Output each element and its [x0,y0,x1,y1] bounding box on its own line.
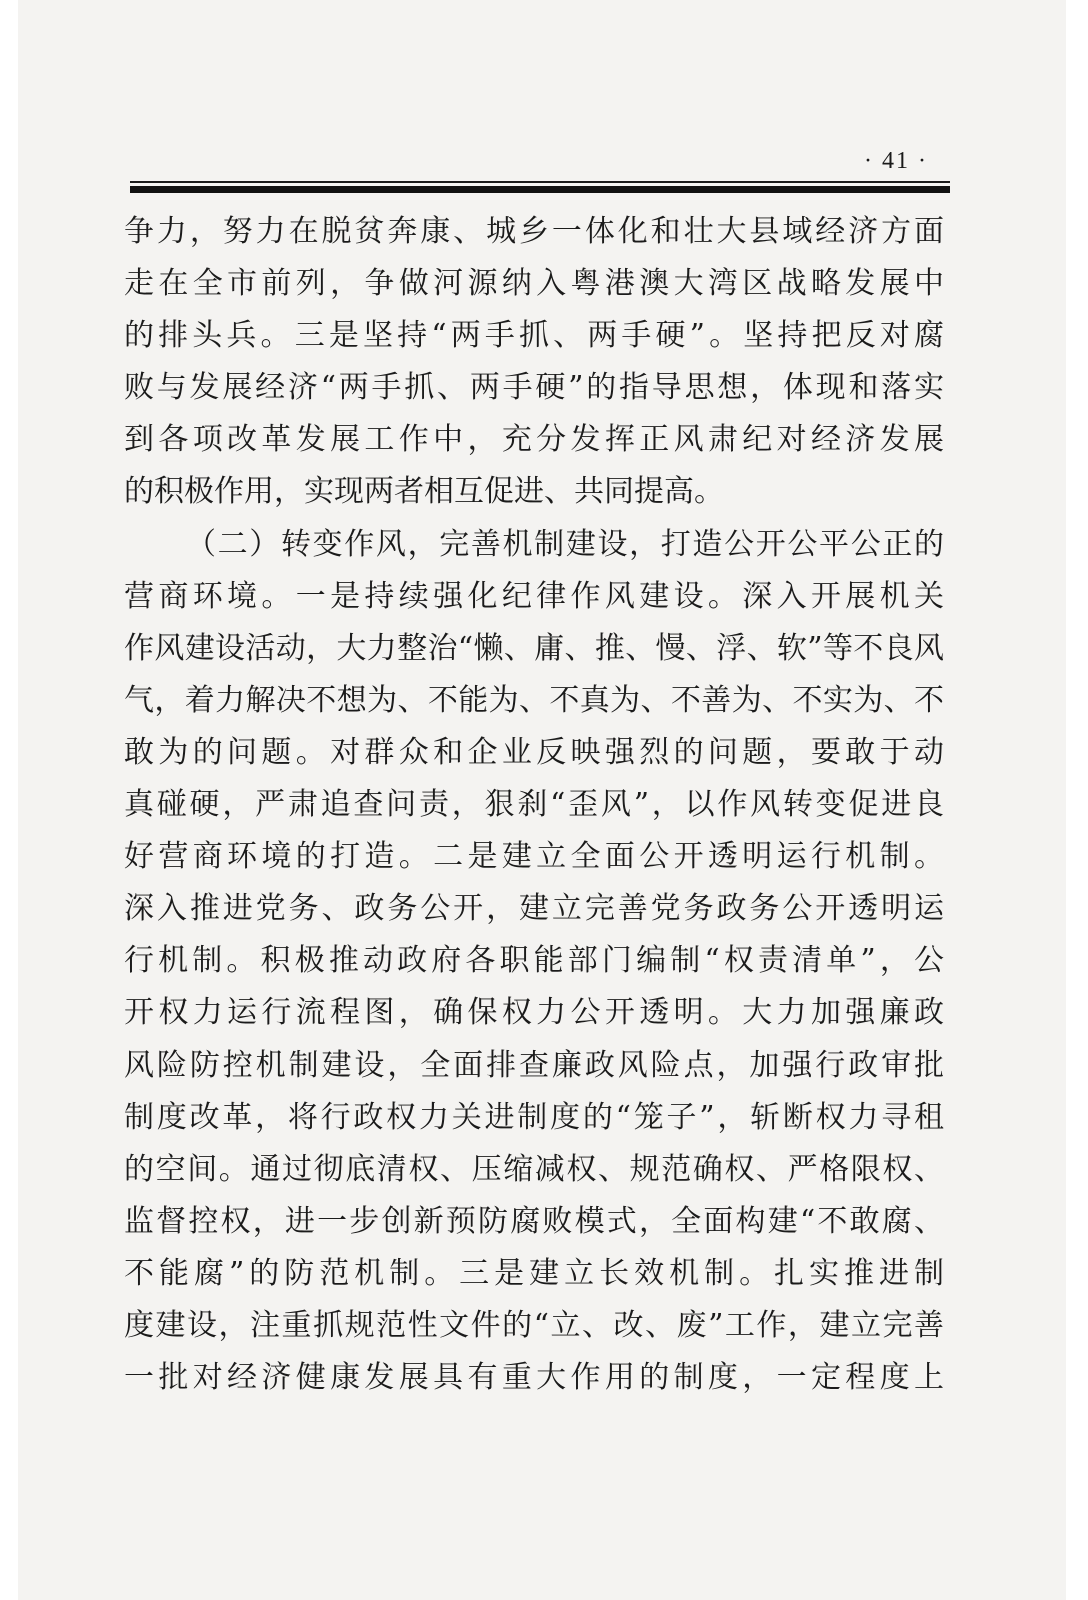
text-line: 风险防控机制建设，全面排查廉政风险点，加强行政审批 [124,1047,944,1083]
text-line: 的排头兵。三是坚持“两手抓、两手硬”。坚持把反对腐 [124,318,944,354]
section-heading-line: （二）转变作风，完善机制建设，打造公开公平公正的 [186,526,944,562]
text-line: 到各项改革发展工作中，充分发挥正风肃纪对经济发展 [124,422,944,458]
text-line: 一批对经济健康发展具有重大作用的制度，一定程度上 [124,1360,944,1396]
text-line: 好营商环境的打造。二是建立全面公开透明运行机制。 [124,839,944,875]
text-line: 气，着力解决不想为、不能为、不真为、不善为、不实为、不 [124,682,944,718]
page-header [130,148,950,198]
header-rule-thick [130,186,950,193]
text-line: 制度改革，将行政权力关进制度的“笼子”，斩断权力寻租 [124,1099,944,1135]
page-number: · 41 · [864,148,928,174]
text-line: 度建设，注重抓规范性文件的“立、改、废”工作，建立完善 [124,1307,944,1343]
text-line: 的空间。通过彻底清权、压缩减权、规范确权、严格限权、 [124,1151,944,1187]
text-line: 开权力运行流程图，确保权力公开透明。大力加强廉政 [124,995,944,1031]
text-line: 敢为的问题。对群众和企业反映强烈的问题，要敢于动 [124,734,944,770]
text-line: 争力，努力在脱贫奔康、城乡一体化和壮大县域经济方面 [124,214,944,249]
text-line: 败与发展经济“两手抓、两手硬”的指导思想，体现和落实 [124,370,944,406]
text-line: 作风建设活动，大力整治“懒、庸、推、慢、浮、软”等不良风 [124,630,944,666]
header-rule-thin [130,181,950,183]
text-line: 监督控权，进一步创新预防腐败模式，全面构建“不敢腐、 [124,1203,944,1239]
text-line: 真碰硬，严肃追查问责，狠刹“歪风”，以作风转变促进良 [124,787,944,823]
text-line: 的积极作用，实现两者相互促进、共同提高。 [124,474,724,510]
text-line: 不能腐”的防范机制。三是建立长效机制。扎实推进制 [124,1255,944,1291]
text-line: 行机制。积极推动政府各职能部门编制“权责清单”，公 [124,943,944,979]
text-line: 深入推进党务、政务公开，建立完善党务政务公开透明运 [124,891,944,927]
text-line: 走在全市前列，争做河源纳入粤港澳大湾区战略发展中 [124,266,944,302]
body-text [124,206,944,1404]
text-line: 营商环境。一是持续强化纪律作风建设。深入开展机关 [124,578,944,614]
